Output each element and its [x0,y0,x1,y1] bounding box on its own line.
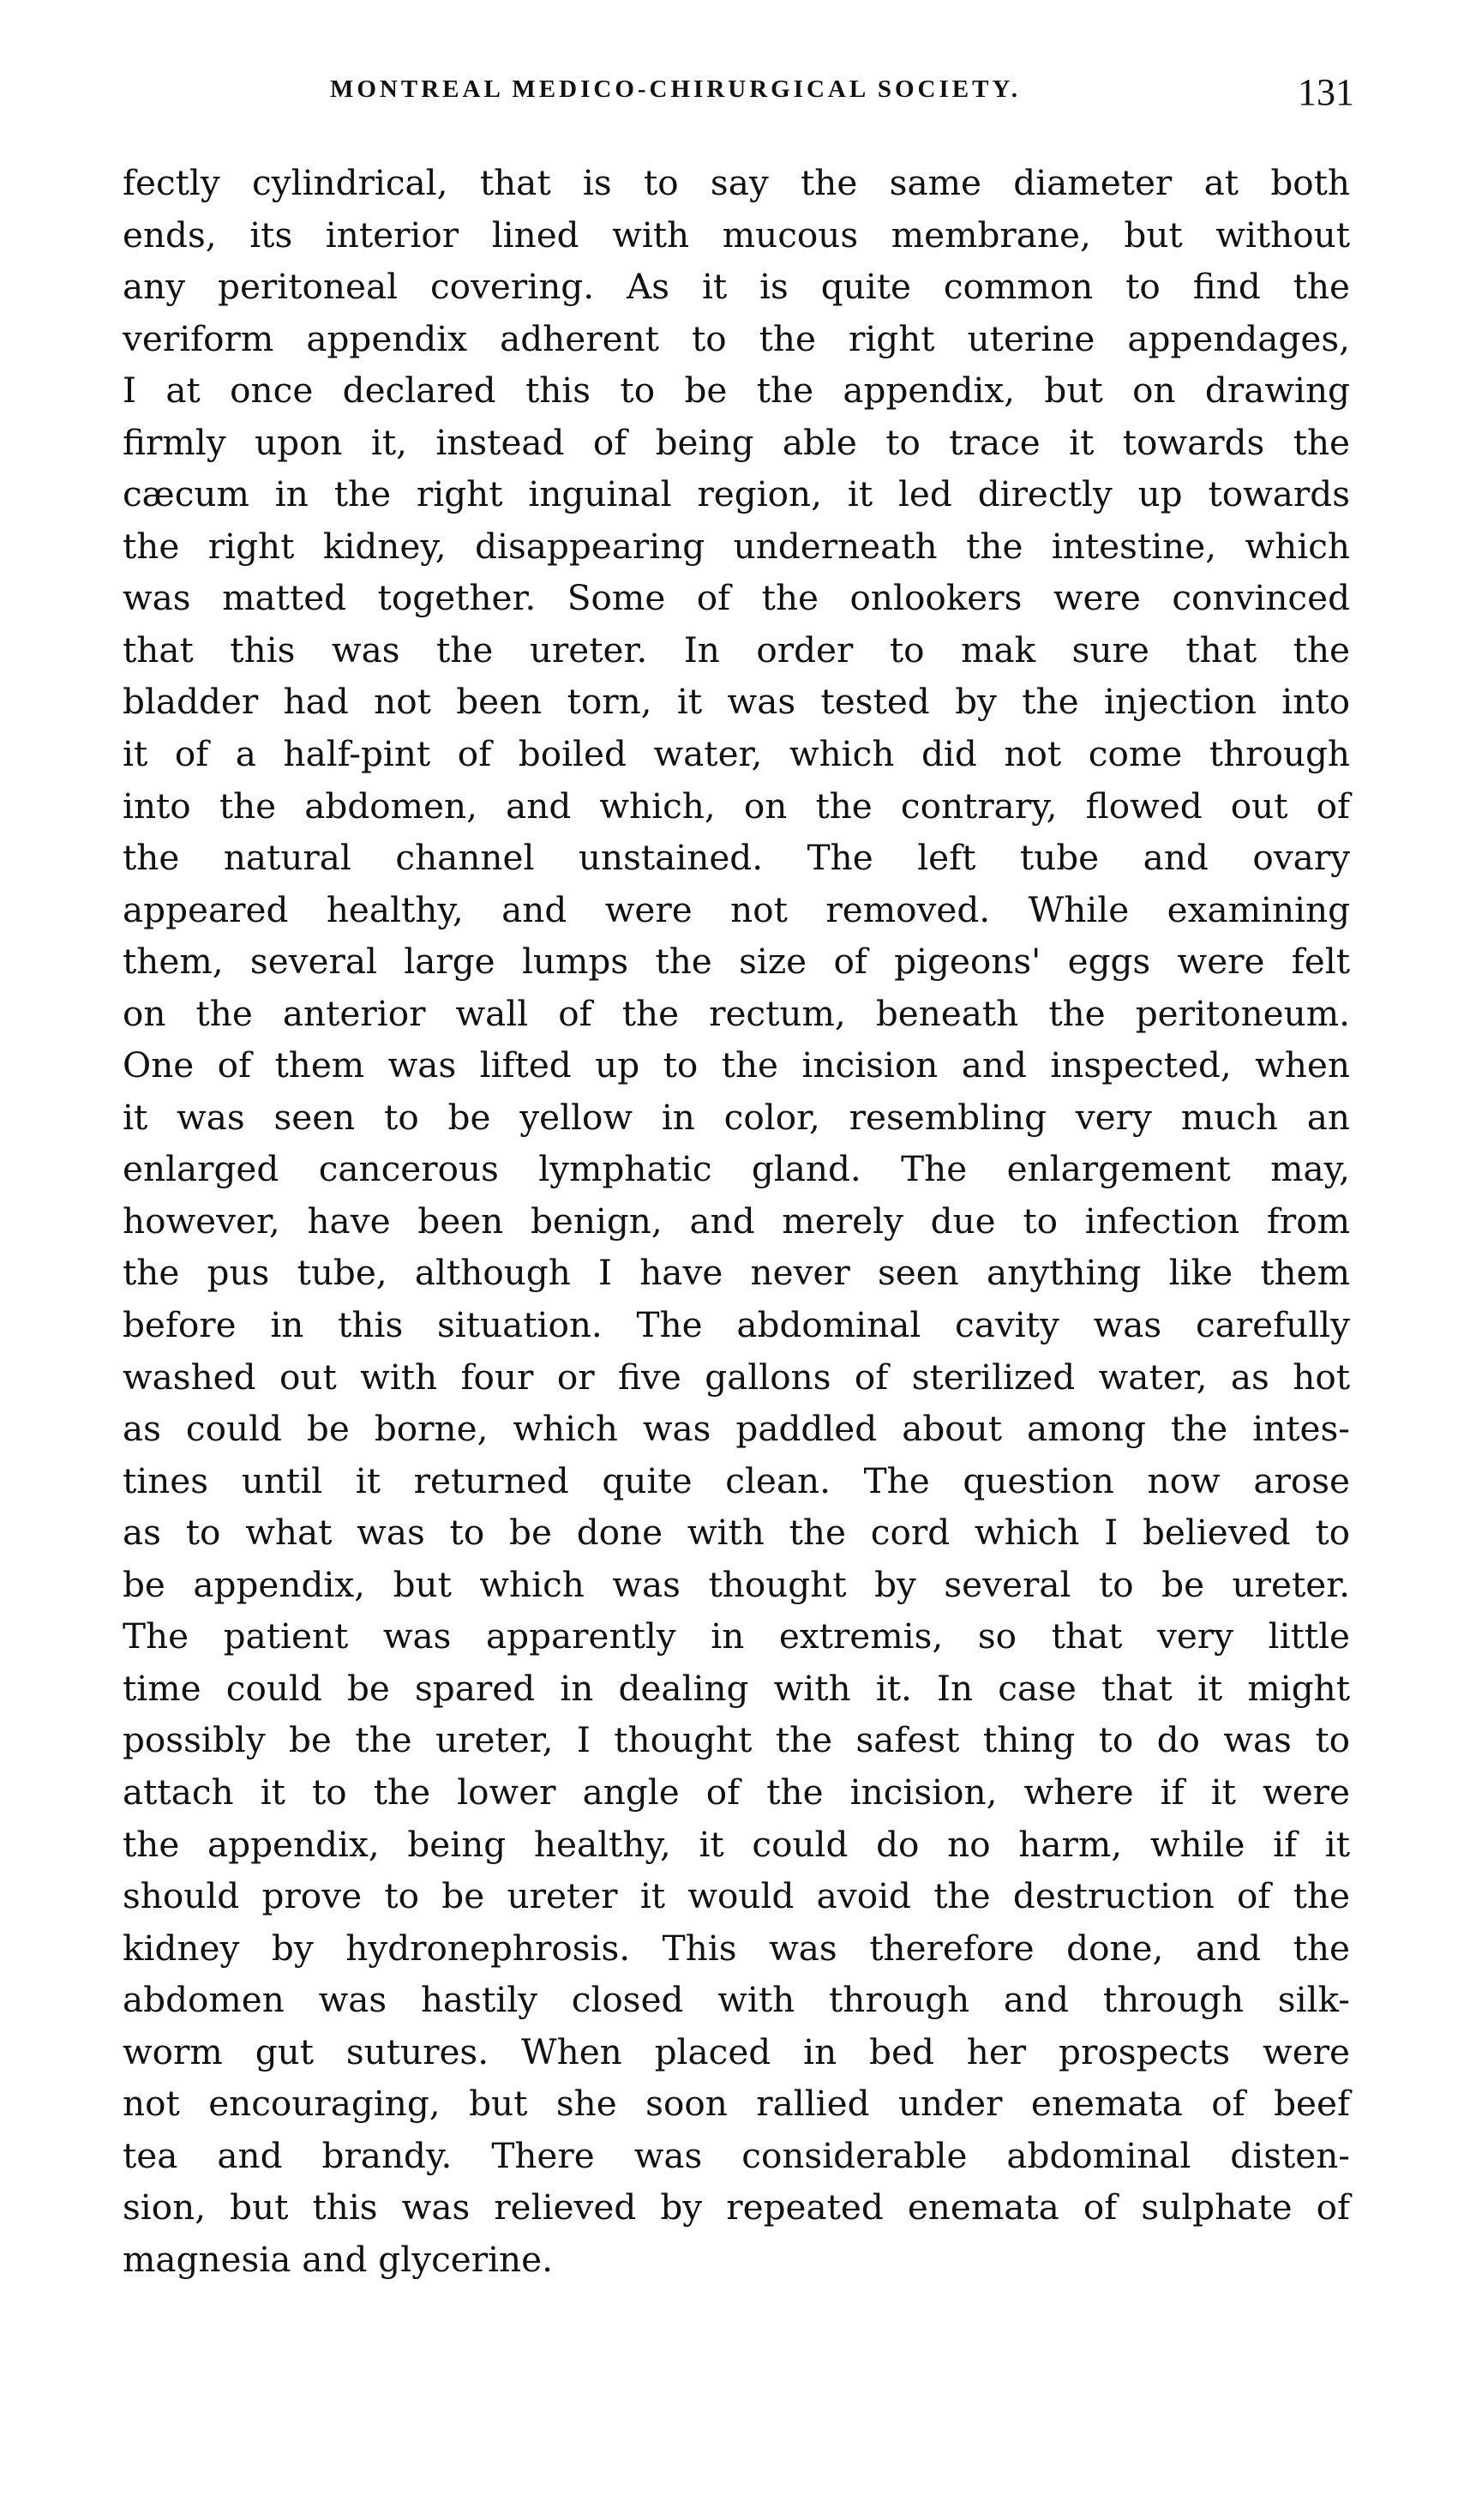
text-line: firmly upon it, instead of being able to trace it towards the [123,421,1350,463]
text-line: One of them was lifted up to the incision and inspected, when [123,1044,1350,1086]
text-line: tea and brandy. There was considerable abdominal disten- [123,2134,1350,2176]
text-line: that this was the ureter. In order to mak sure that the [123,628,1350,671]
text-line: on the anterior wall of the rectum, beneath the peritoneum. [123,992,1350,1034]
page-number: 131 [1298,71,1354,113]
text-line: should prove to be ureter it would avoid the destruction of the [123,1875,1350,1917]
running-head [120,71,1354,127]
text-line: cæcum in the right inguinal region, it led directly up towards [123,473,1350,515]
text-line: the right kidney, disappearing underneath the intestine, which [123,525,1350,567]
text-line: was matted together. Some of the onlookers were convinced [123,577,1350,619]
text-line: the pus tube, although I have never seen anything like them [123,1252,1350,1294]
body-text [123,157,1350,2285]
text-line: sion, but this was relieved by repeated enemata of sulphate of [123,2186,1350,2228]
text-line: appeared healthy, and were not removed. While examining [123,888,1350,930]
text-line: them, several large lumps the size of pigeons' eggs were felt [123,941,1350,983]
text-line: bladder had not been torn, it was tested by the injection into [123,681,1350,723]
text-line: washed out with four or five gallons of sterilized water, as hot [123,1356,1350,1398]
text-line: before in this situation. The abdominal cavity was carefully [123,1304,1350,1346]
text-line: as to what was to be done with the cord which I believed to [123,1512,1350,1554]
text-line: the appendix, being healthy, it could do no harm, while if it [123,1823,1350,1865]
text-line: abdomen was hastily closed with through and through silk- [123,1979,1350,2021]
text-line: veriform appendix adherent to the right uterine appendages, [123,317,1350,359]
text-line: enlarged cancerous lymphatic gland. The enlargement may, [123,1148,1350,1190]
text-line: fectly cylindrical, that is to say the same diameter at both [123,162,1350,203]
text-line: as could be borne, which was paddled about among the intes- [123,1408,1350,1450]
text-line: I at once declared this to be the appendix, but on drawing [123,370,1350,412]
text-line: it of a half-pint of boiled water, which did not come through [123,733,1350,775]
text-line: time could be spared in dealing with it. In case that it might [123,1667,1350,1709]
text-line: magnesia and glycerine. [123,2238,553,2280]
text-line: possibly be the ureter, I thought the safest thing to do was to [123,1719,1350,1761]
text-line: be appendix, but which was thought by several to be ureter. [123,1563,1350,1605]
running-title: MONTREAL MEDICO-CHIRURGICAL SOCIETY. [330,75,1022,103]
text-line: kidney by hydronephrosis. This was therefore done, and the [123,1927,1350,1969]
text-line: not encouraging, but she soon rallied under enemata of beef [123,2083,1350,2125]
text-line: ends, its interior lined with mucous membrane, but without [123,214,1350,256]
text-line: any peritoneal covering. As it is quite common to find the [123,266,1350,308]
text-line: it was seen to be yellow in color, resembling very much an [123,1096,1350,1138]
text-line: however, have been benign, and merely due to infection from [123,1200,1350,1242]
text-line: into the abdomen, and which, on the contrary, flowed out of [123,785,1350,827]
text-line: The patient was apparently in extremis, so that very little [123,1615,1350,1657]
text-line: worm gut sutures. When placed in bed her prospects were [123,2030,1350,2072]
text-line: the natural channel unstained. The left tube and ovary [123,837,1350,879]
text-line: attach it to the lower angle of the incision, where if it were [123,1771,1350,1813]
text-line: tines until it returned quite clean. The question now arose [123,1459,1350,1501]
